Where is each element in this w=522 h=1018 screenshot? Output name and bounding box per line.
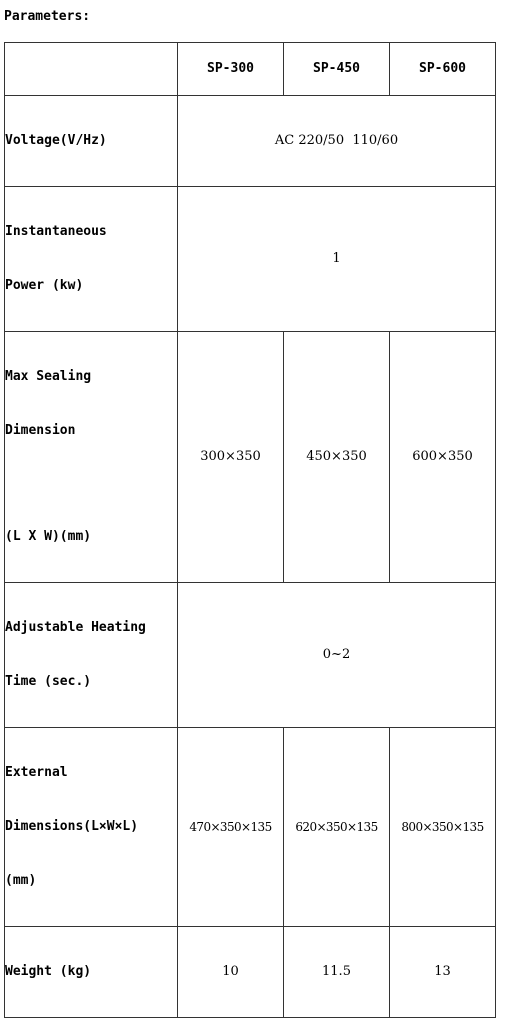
parameters-table [4,42,496,1018]
table-row-external-dimensions [5,728,496,927]
row-label-line: Power (kw) [5,278,84,293]
table-header-row [5,43,496,96]
row-label-line: Dimension [5,423,76,438]
row-label-line: External [5,765,68,780]
table-row-heating-time [5,583,496,728]
row-label-sealing [5,332,178,583]
row-label-line: Dimensions(L×W×L) [5,819,139,834]
row-label-voltage [5,96,178,187]
value-cell-external-sp-450: 620×350×135 [284,728,390,927]
header-cell-sp-300: SP-300 [178,43,284,96]
value-cell-weight-sp-600: 13 [390,927,496,1018]
row-label-line: Voltage(V/Hz) [5,133,107,148]
value-cell-external-sp-600: 800×350×135 [390,728,496,927]
value-cell-external-sp-300: 470×350×135 [178,728,284,927]
parameters-heading: Parameters: [4,9,91,24]
value-cell-power: 1 [178,187,496,332]
header-cell-empty [5,43,178,96]
row-label-line: (mm) [5,873,37,888]
row-label-line: Adjustable Heating [5,620,146,635]
value-cell-sealing-sp-300: 300×350 [178,332,284,583]
row-label-line: Weight (kg) [5,964,92,979]
row-label-line [5,476,177,492]
table-row-weight [5,927,496,1018]
header-cell-sp-600: SP-600 [390,43,496,96]
row-label-line: Max Sealing [5,369,92,384]
row-label-weight [5,927,178,1018]
row-label-line: Instantaneous [5,224,107,239]
row-label-line: Time (sec.) [5,674,92,689]
table-row-voltage [5,96,496,187]
header-cell-sp-450: SP-450 [284,43,390,96]
value-cell-voltage: AC 220/50 110/60 [178,96,496,187]
value-cell-weight-sp-300: 10 [178,927,284,1018]
table-row-sealing [5,332,496,583]
value-cell-sealing-sp-600: 600×350 [390,332,496,583]
row-label-power [5,187,178,332]
row-label-line: (L X W)(mm) [5,529,92,544]
value-cell-sealing-sp-450: 450×350 [284,332,390,583]
value-cell-heating-time: 0~2 [178,583,496,728]
value-cell-weight-sp-450: 11.5 [284,927,390,1018]
row-label-heating-time [5,583,178,728]
row-label-external-dimensions [5,728,178,927]
table-row-power [5,187,496,332]
